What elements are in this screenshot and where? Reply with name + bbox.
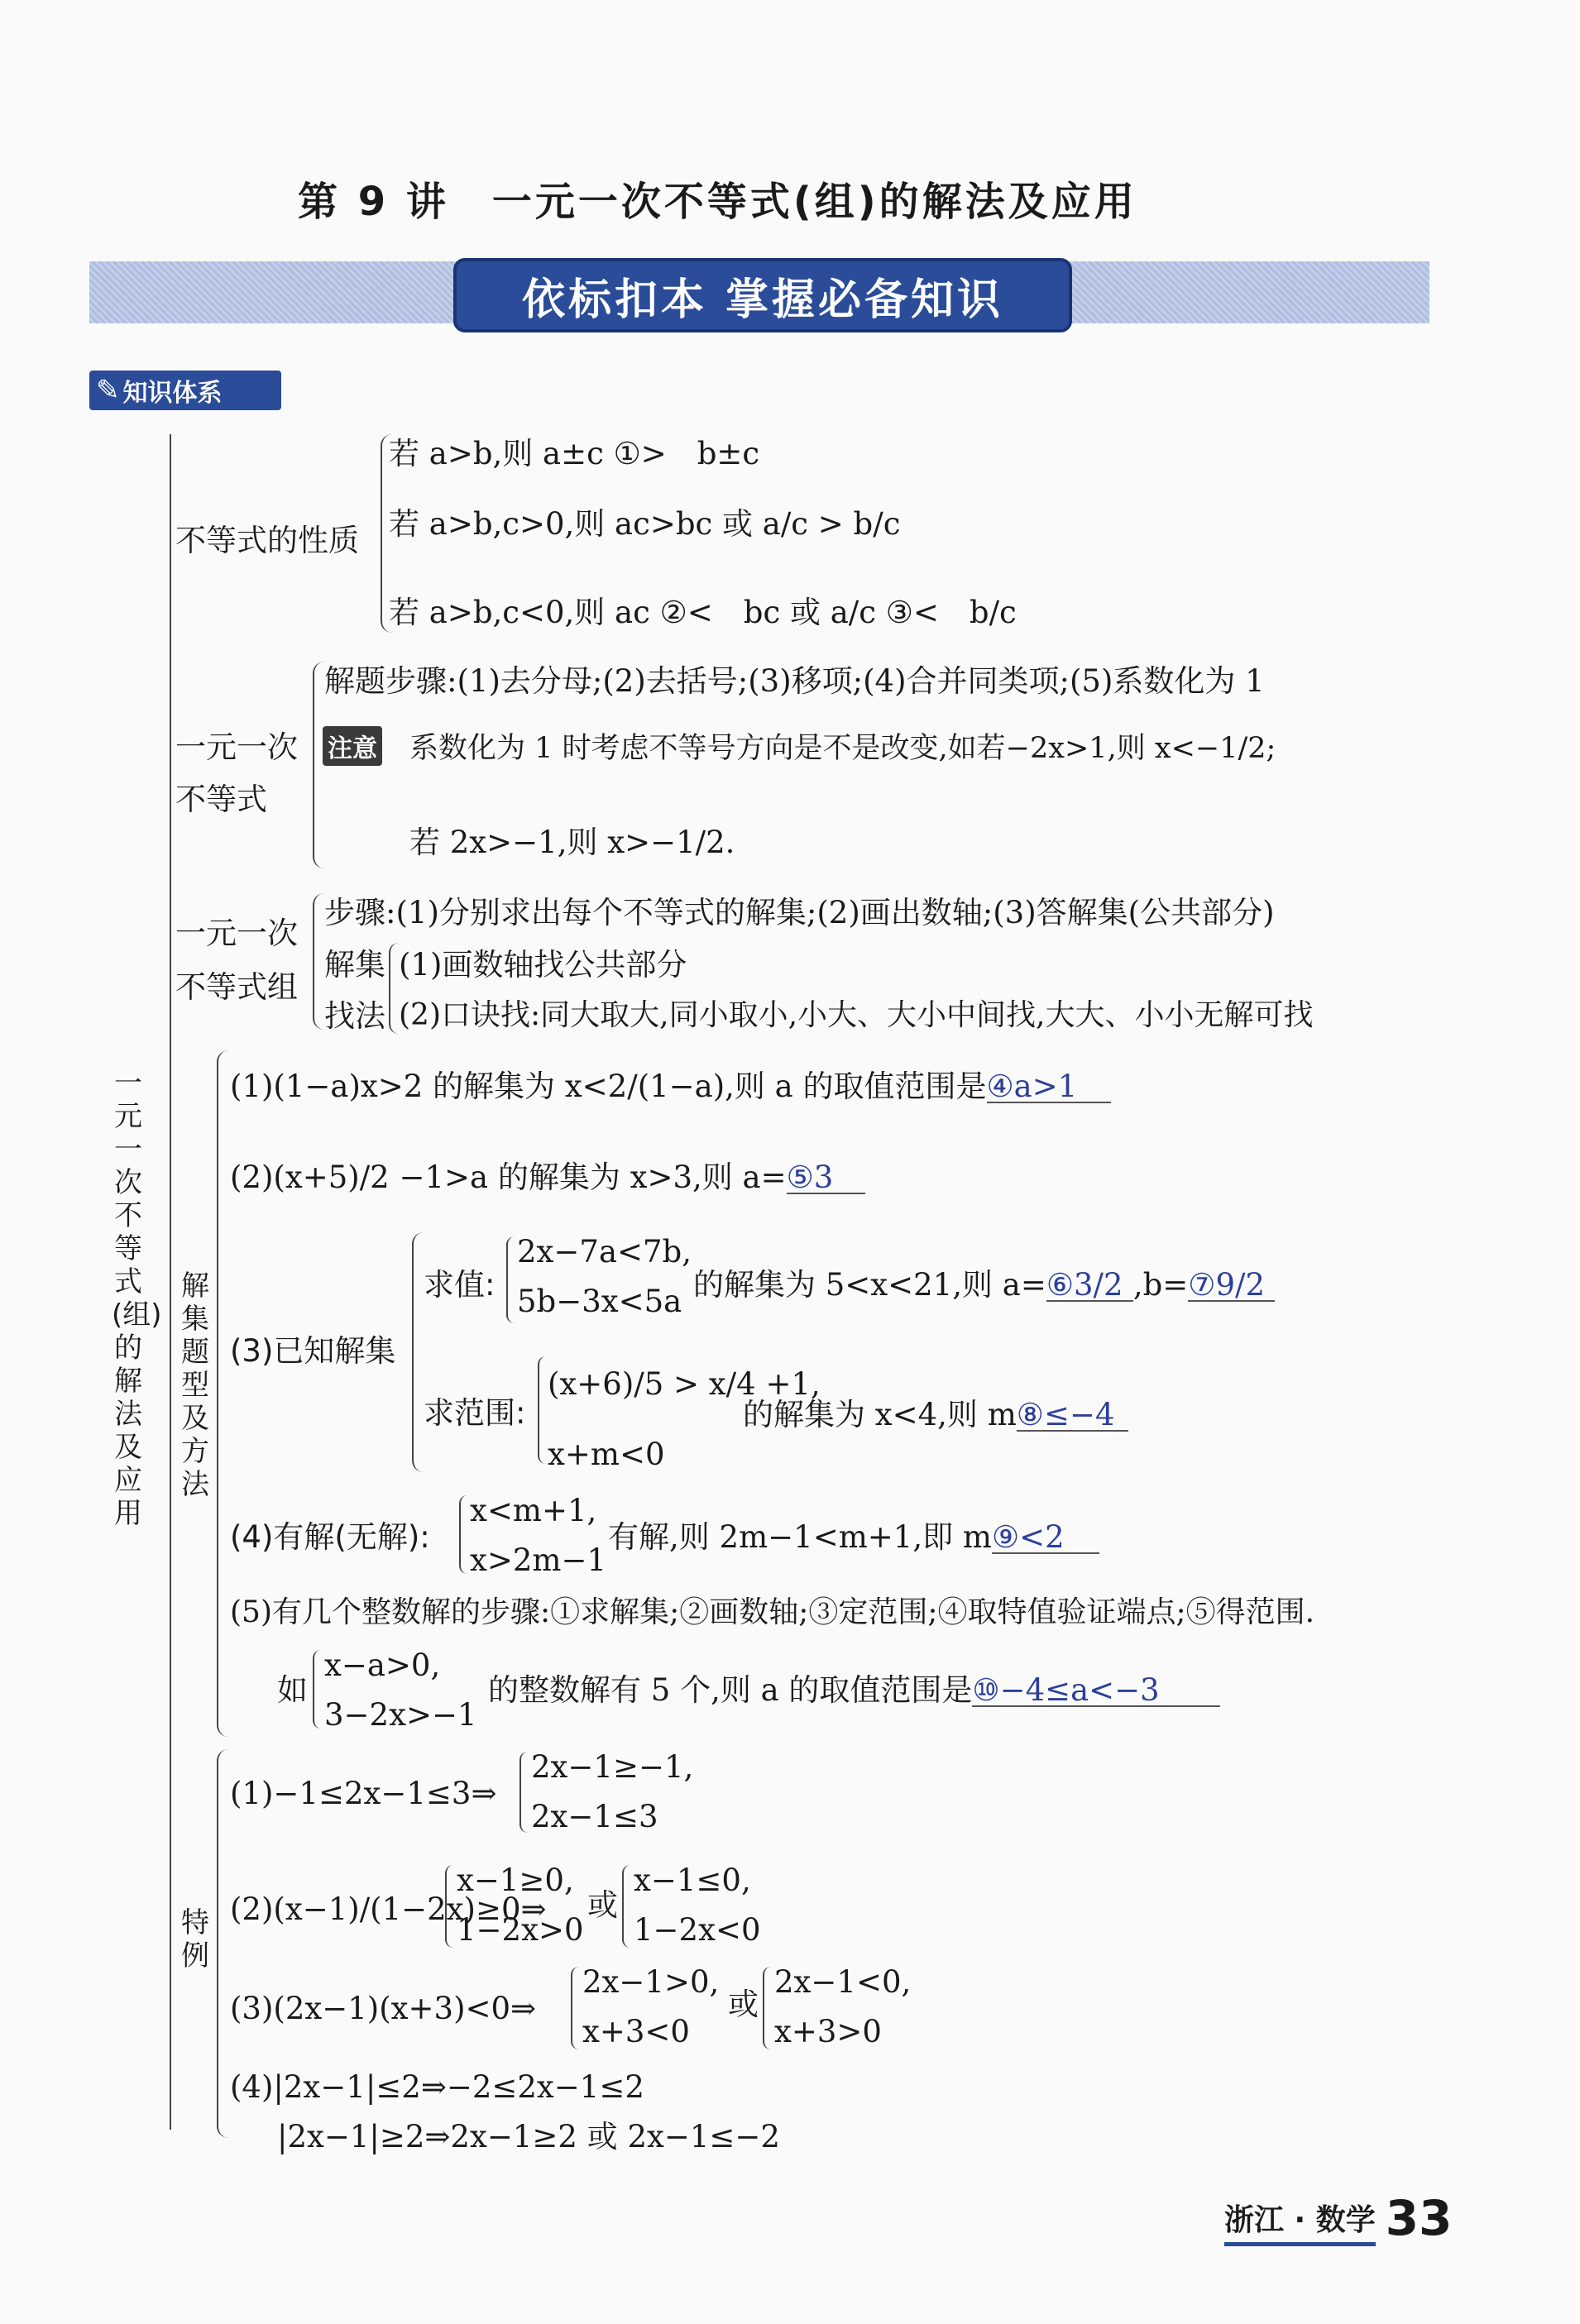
q3b-sys-1: (x+6)/5 > x/4 +1, xyxy=(548,1366,821,1402)
single-label-2: 不等式 xyxy=(175,782,267,817)
method-q2 xyxy=(230,1162,865,1194)
find-method-2: (2)口诀找:同大取大,同小取小,小大、大小中间找,大大、小小无解可找 xyxy=(399,998,1314,1032)
q3a-sys-1: 2x−7a<7b, xyxy=(517,1234,692,1270)
q5-sys-1: x−a>0, xyxy=(324,1647,441,1683)
e1-brace xyxy=(519,1752,528,1833)
e3-brace-b xyxy=(763,1967,771,2049)
q3b-text xyxy=(743,1399,1128,1432)
section-banner: 依标扣本 掌握必备知识 xyxy=(453,258,1072,332)
footer-label: 浙江 · 数学 xyxy=(1224,2197,1376,2246)
method-q1 xyxy=(230,1071,1111,1103)
property-line-3: 若 a>b,c<0,则 ac ②< bc 或 a/c ③< b/c xyxy=(389,595,1017,630)
special-label: 特例 xyxy=(181,1906,209,1973)
edit-note-icon: ✎ xyxy=(96,374,120,407)
answer-7: ⑦9/2 xyxy=(1188,1270,1275,1302)
system-brace xyxy=(313,893,324,1030)
single-label-1: 一元一次 xyxy=(175,729,298,765)
e1-sys-2: 2x−1≤3 xyxy=(531,1799,658,1834)
methods-label: 解集题型及方法 xyxy=(181,1270,209,1501)
answer-10: ⑩−4≤a<−3 xyxy=(972,1675,1220,1707)
special-e4a: (4)|2x−1|≤2⇒−2≤2x−1≤2 xyxy=(230,2069,644,2105)
q5-pre: 如 xyxy=(277,1672,308,1708)
single-note-2: 若 2x>−1,则 x>−1/2. xyxy=(409,825,735,860)
find-brace xyxy=(389,943,399,1034)
q3b-sys-brace xyxy=(538,1356,546,1464)
find-label-1: 解集 xyxy=(324,947,385,983)
special-brace xyxy=(217,1749,228,2138)
q4-sys-1: x<m+1, xyxy=(470,1493,597,1528)
q3b-sys-2: x+m<0 xyxy=(548,1437,665,1472)
single-note: 系数化为 1 时考虑不等号方向是不是改变,如若−2x>1,则 x<−1/2; xyxy=(409,732,1276,765)
special-e2: (2)(x−1)/(1−2x)≥0⇒ xyxy=(230,1891,547,1927)
q1-text: (1)(1−a)x>2 的解集为 x<2/(1−a),则 a 的取值范围是 xyxy=(230,1069,987,1104)
q5-brace xyxy=(313,1650,321,1729)
note-badge: 注意 xyxy=(323,726,382,766)
e3-sys-2: x+3<0 xyxy=(582,2014,690,2049)
q3a-label: 求值: xyxy=(424,1267,496,1303)
e3-brace-a xyxy=(571,1967,579,2049)
q5-body: 的整数解有 5 个,则 a 的取值范围是 xyxy=(488,1672,973,1708)
e1-sys-1: 2x−1≥−1, xyxy=(531,1749,694,1785)
e3-sys-3: 2x−1<0, xyxy=(774,1964,912,2000)
page-number: 33 xyxy=(1385,2190,1453,2246)
find-method-1: (1)画数轴找公共部分 xyxy=(399,947,687,983)
q3a-text xyxy=(693,1267,1275,1303)
single-brace xyxy=(313,662,324,868)
system-steps: 步骤:(1)分别求出每个不等式的解集;(2)画出数轴;(3)答解集(公共部分) xyxy=(324,895,1275,930)
q3b-label: 求范围: xyxy=(424,1395,526,1431)
single-steps: 解题步骤:(1)去分母;(2)去括号;(3)移项;(4)合并同类项;(5)系数化为 1 xyxy=(324,663,1265,699)
answer-6: ⑥3/2 xyxy=(1046,1270,1133,1302)
properties-label: 不等式的性质 xyxy=(175,523,359,558)
property-line-1: 若 a>b,则 a±c ①> b±c xyxy=(389,436,760,471)
e2-or: 或 xyxy=(587,1887,618,1923)
e2-brace-b xyxy=(622,1865,630,1948)
answer-8: ⑧≤−4 xyxy=(1017,1399,1128,1432)
e3-or: 或 xyxy=(728,1987,759,2022)
q4-body: 有解,则 2m−1<m+1,即 m xyxy=(608,1519,992,1555)
special-e1: (1)−1≤2x−1≤3⇒ xyxy=(230,1776,497,1811)
e2-sys-3: x−1≤0, xyxy=(634,1863,751,1898)
e2-sys-4: 1−2x<0 xyxy=(634,1912,761,1948)
e2-sys-1: x−1≥0, xyxy=(457,1863,574,1898)
e2-brace-a xyxy=(445,1865,453,1948)
page-title: 第 9 讲 一元一次不等式(组)的解法及应用 xyxy=(298,179,1137,225)
system-label-1: 一元一次 xyxy=(175,916,298,951)
answer-9: ⑨<2 xyxy=(992,1522,1099,1554)
q3a-sys-brace xyxy=(506,1236,515,1323)
q3a-b: ,b= xyxy=(1132,1267,1189,1303)
e2-sys-2: 1−2x>0 xyxy=(457,1912,584,1948)
q2-text: (2)(x+5)/2 −1>a 的解集为 x>3,则 a= xyxy=(230,1160,787,1195)
special-e3: (3)(2x−1)(x+3)<0⇒ xyxy=(230,1991,537,2026)
q3b-body: 的解集为 x<4,则 m xyxy=(743,1397,1017,1432)
q5-text xyxy=(488,1672,1220,1708)
answer-4: ④a>1 xyxy=(987,1071,1111,1103)
q5-sys-2: 3−2x>−1 xyxy=(324,1697,477,1733)
e3-sys-1: 2x−1>0, xyxy=(582,1964,720,2000)
find-label-2: 找法 xyxy=(324,998,385,1034)
q4-label: (4)有解(无解): xyxy=(230,1519,430,1555)
tag-label: 知识体系 xyxy=(122,379,223,408)
main-bracket xyxy=(170,434,171,2130)
q3-label: (3)已知解集 xyxy=(230,1333,396,1369)
q5-steps: (5)有几个整数解的步骤:①求解集;②画数轴;③定范围;④取特值验证端点;⑤得范围. xyxy=(230,1595,1315,1629)
property-line-2: 若 a>b,c>0,则 ac>bc 或 a/c > b/c xyxy=(389,506,901,542)
answer-5: ⑤3 xyxy=(787,1162,865,1194)
q3-brace xyxy=(412,1232,424,1472)
knowledge-system-tag xyxy=(89,371,281,410)
q3a-sys-2: 5b−3x<5a xyxy=(517,1284,682,1319)
system-label-2: 不等式组 xyxy=(175,969,298,1005)
root-label: 一元一次不等式(组)的解法及应用 xyxy=(112,1067,162,1530)
q4-sys-2: x>2m−1 xyxy=(470,1542,607,1578)
q4-brace xyxy=(459,1495,467,1574)
methods-brace xyxy=(217,1050,228,1737)
e3-sys-4: x+3>0 xyxy=(774,2014,882,2049)
special-e4b: |2x−1|≥2⇒2x−1≥2 或 2x−1≤−2 xyxy=(277,2119,780,2154)
q3a-body: 的解集为 5<x<21,则 a= xyxy=(693,1267,1046,1303)
q4-text xyxy=(608,1519,1099,1555)
page-footer xyxy=(1224,2190,1452,2246)
